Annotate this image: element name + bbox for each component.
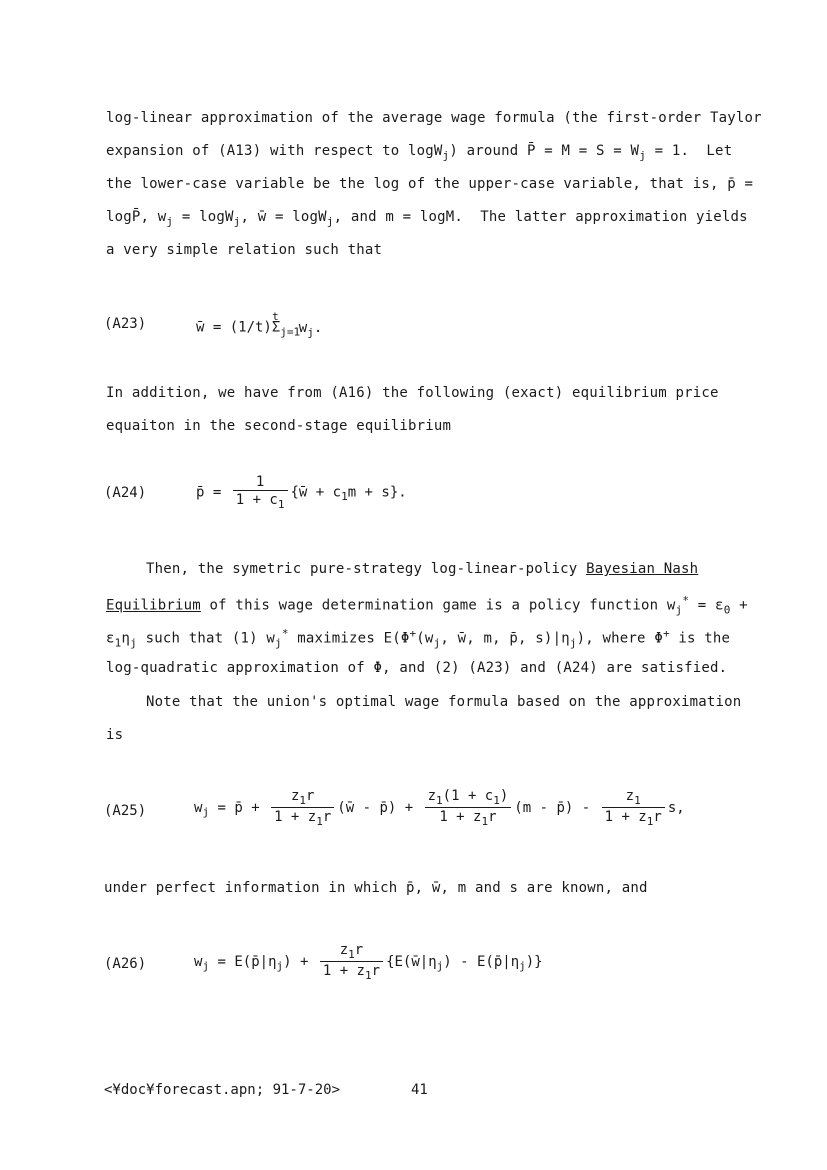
term-link: Bayesian Nash [586,561,699,577]
text-line: log-linear approximation of the average wage formula (the first-order Taylor [106,110,762,126]
equation-a26: $w_j$ = $E(p̄|\eta_j)$ + $\frac{z_1r}{1 + z_1r}$ {$E(w̄|\eta_j)$ - $E(p̄|\eta_j)$} [194,942,543,982]
text-line: In addition, we have from (A16) the following (exact) equilibrium price [106,385,719,401]
text-line: Equilibrium of this wage determination game is a policy function $w_j^* = \varepsilon_0$ + [106,594,748,617]
text-line: $\varepsilon_1\eta_j$ such that (1) $w_j^*$ maximizes $E(\Phi^+(w_j$, w̄, m, p̄, $s)|\eta_j$), where Φ+ is the [106,627,731,650]
text-line: expansion of (A13) with respect to logW$_j$) around P̄ = $M = S = W_j = 1$. Let [106,143,733,162]
text-line: Note that the union's optimal wage formula based on the approximation [146,694,742,710]
term-link: Equilibrium [106,597,201,614]
equation-a23: w̄ = $(1/t)\Sigma_{j=1}^tw_j$. [196,310,323,339]
equation-label: (A23) [104,316,147,332]
text-line: logP̄, $w_j = \log W_j$, w̄ = logW$_j$, and m = logM. The latter approximation yields [106,209,748,228]
equation-label: (A25) [104,803,147,819]
equation-a24: p̄ = $\frac{1}{1 + c_1}$ {w̄ + $c_1m + s$}. [196,474,407,511]
text-line: Then, the symetric pure-strategy log-linear-policy Bayesian Nash [146,561,699,577]
text-line: log-quadratic approximation of Φ, and (2) (A23) and (A24) are satisfied. [106,660,728,676]
text-line: a very simple relation such that [106,242,383,258]
text-line: is [106,727,124,743]
equation-label: (A24) [104,485,147,501]
equation-a25: $w_j$ = p̄ + $\frac{z_1r}{1 + z_1r}$ (w̄ - p̄) + $\frac{z_1(1 + c_1)}{1 + z_1r}$ (m - p̄) - $\frac{z_1}{1 + z_1r}$ s, [194,788,685,828]
page-number: 41 [411,1082,428,1098]
equation-label: (A26) [104,956,147,972]
text-line: equaiton in the second-stage equilibrium [106,418,452,434]
footer-file: <¥doc¥forecast.apn; 91-7-20> [104,1082,341,1098]
text-line: the lower-case variable be the log of the upper-case variable, that is, p̄ = [106,176,754,192]
text-line: under perfect information in which p̄, w̄, m and s are known, and [104,880,648,896]
